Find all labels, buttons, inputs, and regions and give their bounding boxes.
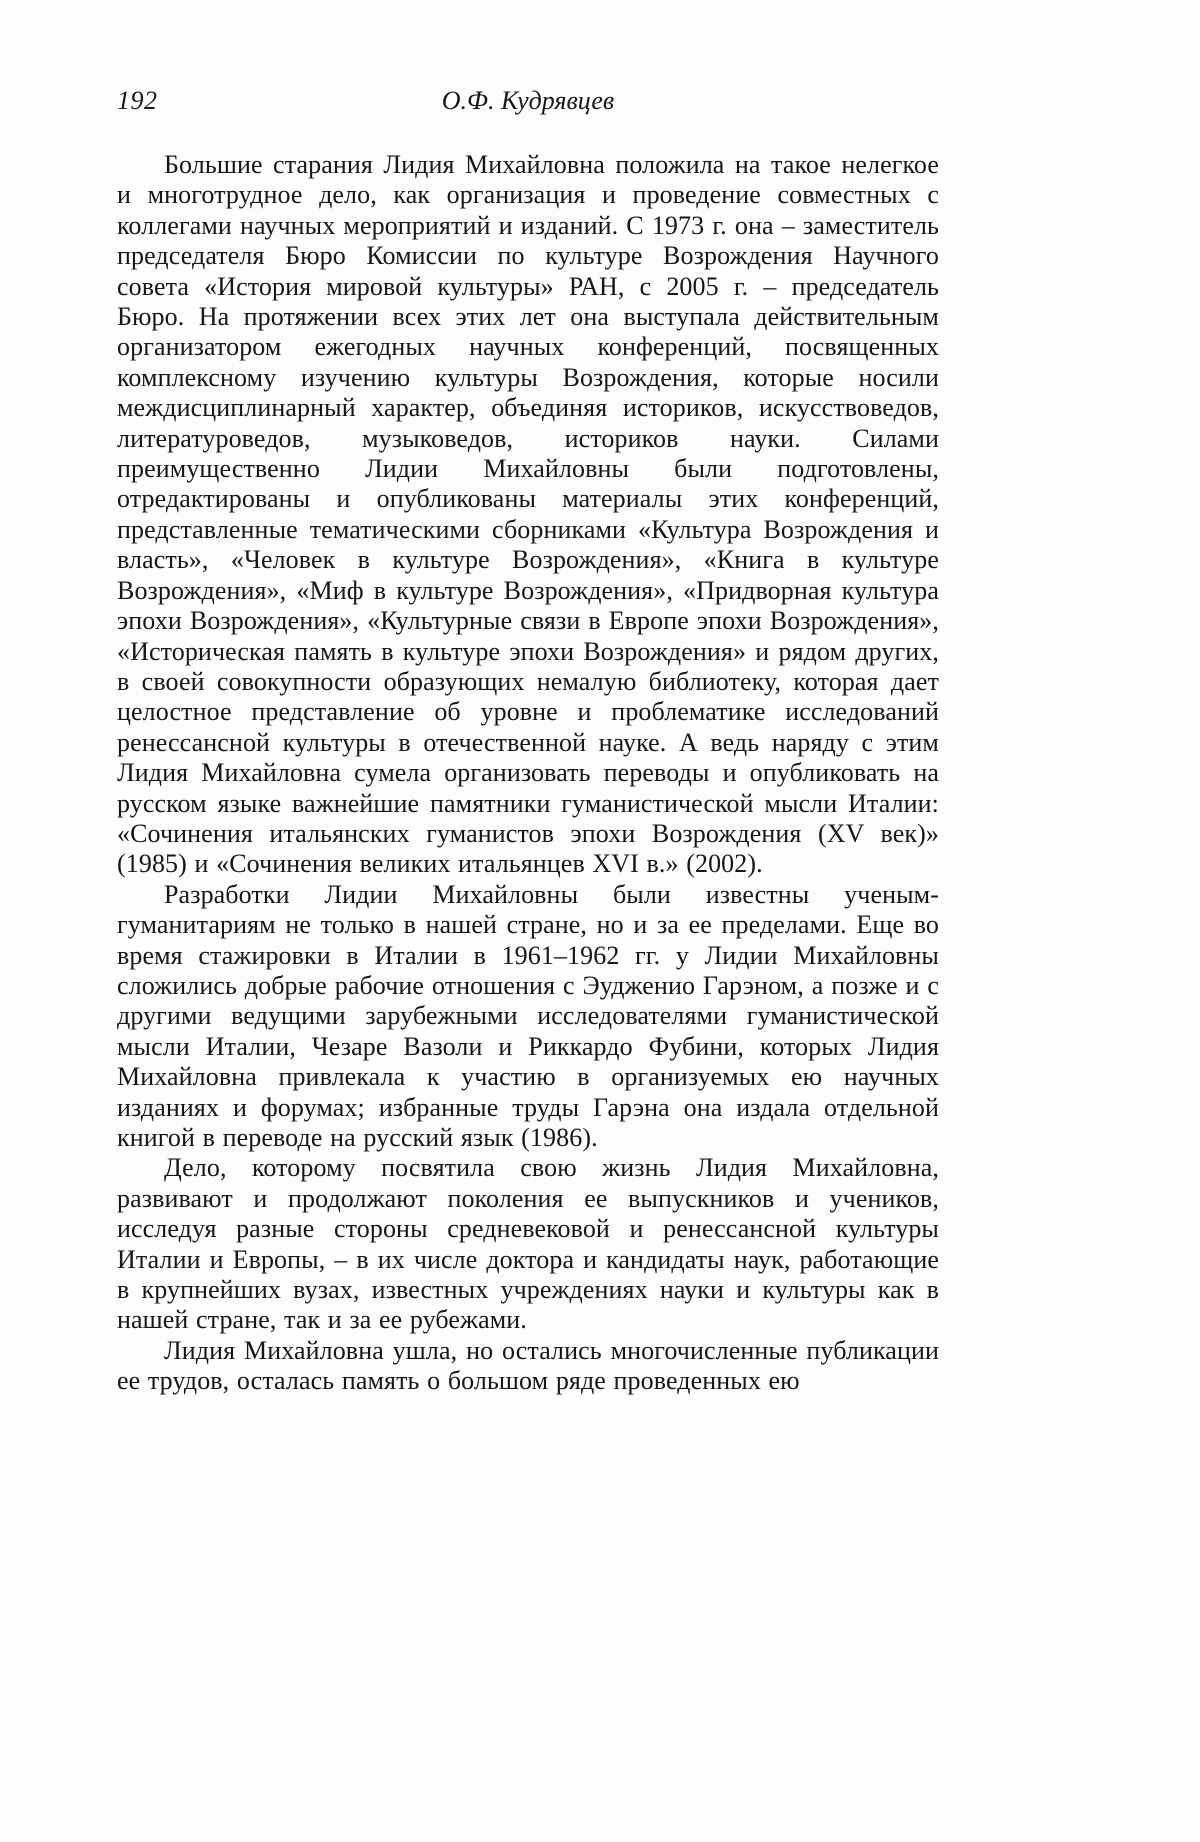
running-header [117,84,939,118]
paragraph: Большие старания Лидия Михайловна положила на такое нелегкое и многотрудное дело, как организация и проведение совместных с коллегами научных мероприятий и изданий. С 1973 г. она – заместитель председателя Бюро Комиссии по культуре Возрождения Научного совета «История мировой культуры» РАН, с 2005 г. – председатель Бюро. На протяжении всех этих лет она выступала действительным организатором ежегодных научных конференций, посвященных комплексному изучению культуры Возрождения, которые носили междисциплинарный характер, объединяя историков, искусствоведов, литературоведов, музыковедов, историков науки. Силами преимущественно Лидии Михайловны были подготовлены, отредактированы и опубликованы материалы этих конференций, представленные тематическими сборниками «Культура Возрождения и власть», «Человек в культуре Возрождения», «Книга в культуре Возрождения», «Миф в культуре Возрождения», «Придворная культура эпохи Возрождения», «Культурные связи в Европе эпохи Возрождения», «Историческая память в культуре эпохи Возрождения» и рядом других, в своей совокупности образующих немалую библиотеку, которая дает целостное представление об уровне и проблематике исследований ренессансной культуры в отечественной науке. А ведь наряду с этим Лидия Михайловна сумела организовать переводы и опубликовать на русском языке важнейшие памятники гуманистической мысли Италии: «Сочинения итальянских гуманистов эпохи Возрождения (XV век)» (1985) и «Сочинения великих итальянцев XVI в.» (2002). [117,150,939,879]
page-number: 192 [117,86,158,115]
paragraph: Дело, которому посвятила свою жизнь Лидия Михайловна, развивают и продолжают поколения ее выпускников и учеников, исследуя разные стороны средневековой и ренессансной культуры Италии и Европы, – в их числе доктора и кандидаты наук, работающие в крупнейших вузах, известных учреждениях науки и культуры как в нашей стране, так и за ее рубежами. [117,1153,939,1335]
page-body [117,150,939,1397]
paragraph: Лидия Михайловна ушла, но остались многочисленные публикации ее трудов, осталась память о большом ряде проведенных ею [117,1335,939,1396]
text-block [117,84,939,1397]
running-title: О.Ф. Кудрявцев [441,86,615,115]
paragraph: Разработки Лидии Михайловны были известны ученым-гуманитариям не только в нашей стране, но и за ее пределами. Еще во время стажировки в Италии в 1961–1962 гг. у Лидии Михайловны сложились добрые рабочие отношения с Эудженио Гарэном, а позже и с другими ведущими зарубежными исследователями гуманистической мысли Италии, Чезаре Вазоли и Риккардо Фубини, которых Лидия Михайловна привлекала к участию в организуемых ею научных изданиях и форумах; избранные труды Гарэна она издала отдельной книгой в переводе на русский язык (1986). [117,879,939,1152]
